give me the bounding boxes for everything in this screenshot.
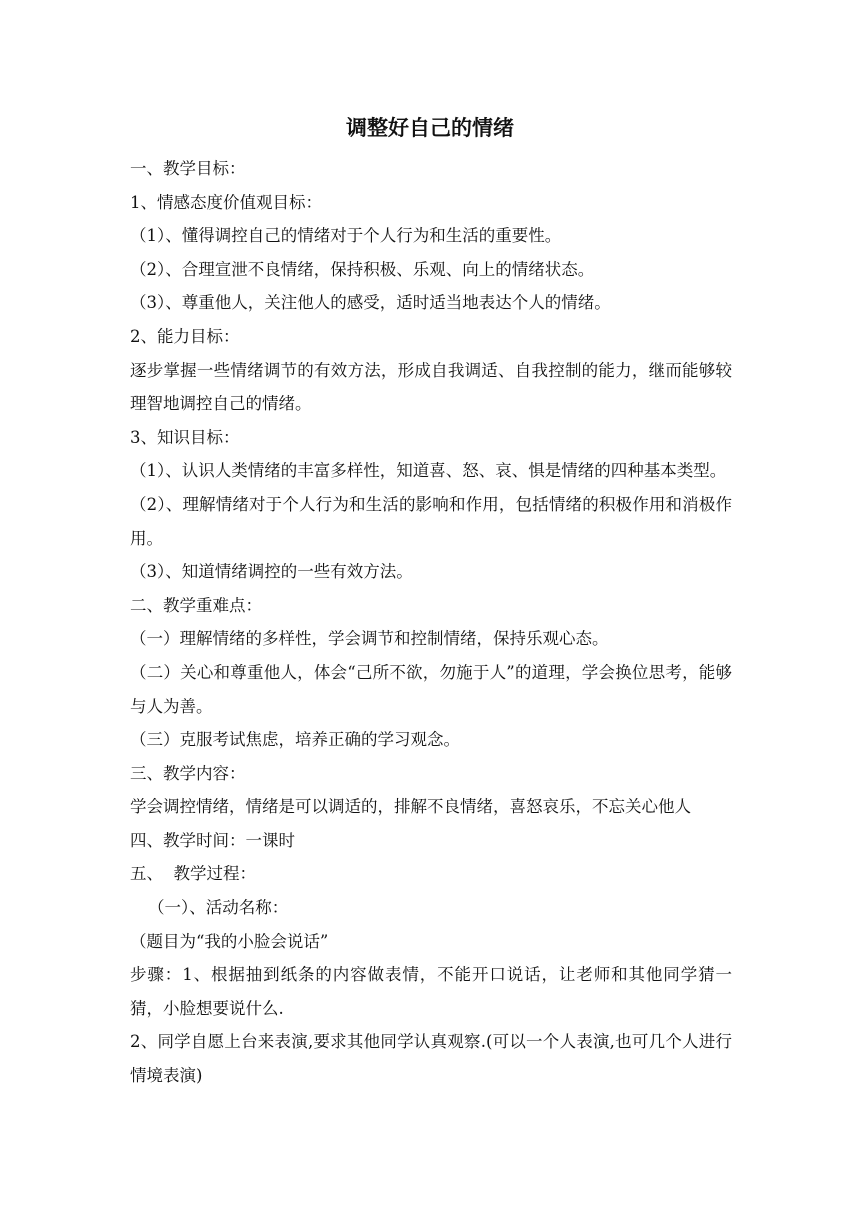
subheading-knowledge-goals: 3、知识目标：: [130, 427, 240, 447]
subheading-ability-goals: 2、能力目标：: [130, 326, 240, 346]
section-heading-objectives: 一、教学目标：: [130, 159, 246, 178]
list-item: （一）理解情绪的多样性，学会调节和控制情绪，保持乐观心态。: [130, 629, 609, 649]
section-heading-process: 五、 教学过程：: [130, 864, 256, 884]
activity-topic: （题目为“我的小脸会说话”: [130, 931, 329, 951]
list-item: （2）、理解情绪对于个人行为和生活的影响和作用，包括情绪的积极作用和消极作用。: [130, 494, 732, 548]
list-item: （三）克服考试焦虑，培养正确的学习观念。: [130, 730, 460, 750]
list-item: （3）、尊重他人，关注他人的感受，适时适当地表达个人的情绪。: [130, 293, 611, 313]
step-paragraph: 2、同学自愿上台来表演,要求其他同学认真观察.(可以一个人表演,也可几个人进行情境表演): [130, 1032, 732, 1086]
list-item: （3）、知道情绪调控的一些有效方法。: [130, 562, 413, 582]
list-item: （2）、合理宣泄不良情绪，保持积极、乐观、向上的情绪状态。: [130, 259, 595, 279]
subheading-attitude-goals: 1、情感态度价值观目标：: [130, 192, 322, 212]
step-paragraph: 步骤：1、根据抽到纸条的内容做表情，不能开口说话，让老师和其他同学猜一猜，小脸想要说什么.: [130, 965, 732, 1018]
body-paragraph: 学会调控情绪，情绪是可以调适的，排解不良情绪，喜怒哀乐，不忘关心他人: [130, 797, 691, 817]
section-heading-content: 三、教学内容：: [130, 763, 246, 783]
activity-name: （一）、活动名称：: [148, 898, 289, 918]
body-paragraph: 逐步掌握一些情绪调节的有效方法，形成自我调适、自我控制的能力，继而能够较理智地调控自己的情绪。: [130, 360, 732, 414]
section-heading-key-points: 二、教学重难点：: [130, 595, 262, 615]
list-item: （1）、认识人类情绪的丰富多样性，知道喜、怒、哀、惧是情绪的四种基本类型。: [130, 461, 727, 481]
list-item: （1）、懂得调控自己的情绪对于个人行为和生活的重要性。: [130, 226, 562, 246]
document-title: 调整好自己的情绪: [346, 116, 514, 140]
document-body: [130, 152, 732, 1093]
list-item: （二）关心和尊重他人，体会“己所不欲，勿施于人”的道理，学会换位思考，能够与人为善。: [130, 662, 732, 716]
section-heading-time: 四、教学时间：一课时: [130, 830, 295, 850]
